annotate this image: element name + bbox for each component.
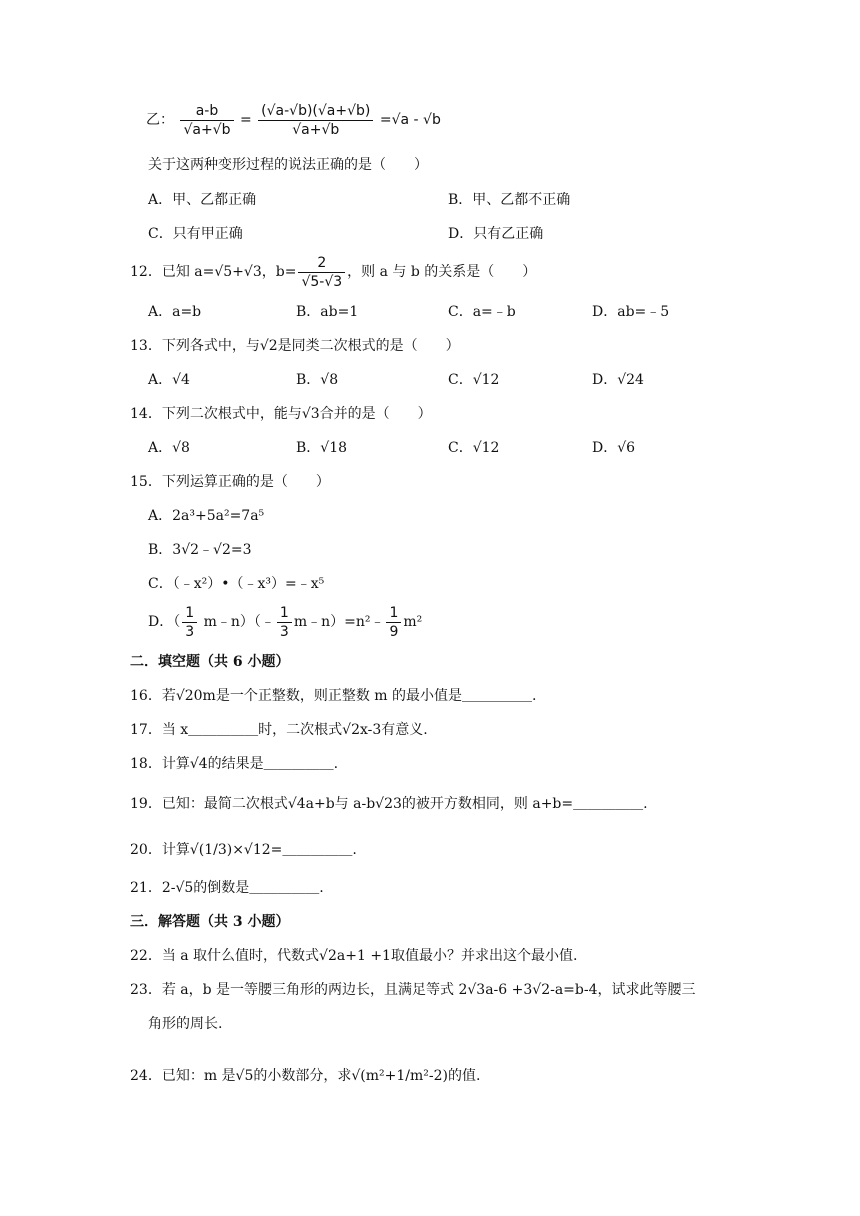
q12-option-d: D．ab=﹣5 bbox=[592, 304, 670, 320]
q14-stem: 14．下列二次根式中，能与√3合并的是（ ） bbox=[130, 406, 432, 422]
q15-option-c: C．（﹣x²）•（﹣x³）=﹣x⁵ bbox=[148, 576, 325, 592]
q12-b-fraction: $\frac{2}{√5-√3}$ bbox=[298, 254, 345, 291]
q15-option-b: B．3√2﹣√2=3 bbox=[148, 542, 252, 558]
q17: 17．当 x＿＿＿＿＿时，二次根式√2x-3有意义. bbox=[130, 722, 428, 738]
section-answer-heading: 三．解答题（共 3 小题） bbox=[130, 914, 290, 930]
q19: 19．已知：最简二次根式√4a+b与 a-b√23的被开方数相同，则 a+b=＿＿＿＿＿. bbox=[130, 796, 648, 812]
q18: 18．计算√4的结果是＿＿＿＿＿. bbox=[130, 756, 339, 772]
q11-yi-fraction-2: $\frac{(√a-√b)(√a+√b)}{√a+√b}$ bbox=[258, 102, 373, 139]
q13-option-c: C．√12 bbox=[448, 372, 500, 388]
q12-option-a: A．a=b bbox=[148, 304, 202, 320]
q15-d-fraction-1: $\frac{1}{3}$ bbox=[182, 604, 197, 641]
q12-option-c: C．a=﹣b bbox=[448, 304, 516, 320]
q11-option-c: C．只有甲正确 bbox=[148, 226, 243, 242]
q15-d-fraction-3: $\frac{1}{9}$ bbox=[386, 604, 401, 641]
q13-option-a: A．√4 bbox=[148, 372, 190, 388]
q15-stem: 15．下列运算正确的是（ ） bbox=[130, 474, 330, 490]
q15-d-fraction-2: $\frac{1}{3}$ bbox=[277, 604, 292, 641]
q13-stem: 13．下列各式中，与√2是同类二次根式的是（ ） bbox=[130, 338, 460, 354]
q20: 20．计算√(1/3)×√12=＿＿＿＿＿. bbox=[130, 842, 357, 858]
q13-option-b: B．√8 bbox=[296, 372, 339, 388]
q21: 21．2-√5的倒数是＿＿＿＿＿. bbox=[130, 880, 324, 896]
q12-option-b: B．ab=1 bbox=[296, 304, 359, 320]
q24: 24．已知：m 是√5的小数部分，求√(m²+1/m²-2)的值. bbox=[130, 1068, 481, 1084]
q13-option-d: D．√24 bbox=[592, 372, 644, 388]
q14-option-c: C．√12 bbox=[448, 440, 500, 456]
q11-yi-label: 乙： bbox=[146, 112, 174, 128]
q11-option-a: A．甲、乙都正确 bbox=[148, 192, 257, 208]
q11-yi-fraction-1: $\frac{a-b}{√a+√b}$ bbox=[180, 102, 233, 139]
q15-option-a: A．2a³+5a²=7a⁵ bbox=[148, 508, 265, 524]
q23-line-2: 角形的周长. bbox=[148, 1016, 223, 1032]
q12-stem: 12．已知 a=√5+√3，b= $\frac{2}{√5-√3}$ ，则 a 与 b 的关系是（ ） bbox=[130, 254, 537, 290]
q11-yi-derivation: 乙： $\frac{a-b}{√a+√b}$ = $\frac{(√a-√b)(√a+√b)}{√a+√b}$ =√a - √b bbox=[146, 102, 441, 138]
q11-option-d: D．只有乙正确 bbox=[448, 226, 544, 242]
q14-option-a: A．√8 bbox=[148, 440, 190, 456]
q14-option-b: B．√18 bbox=[296, 440, 348, 456]
q14-option-d: D．√6 bbox=[592, 440, 636, 456]
q11-option-b: B．甲、乙都不正确 bbox=[448, 192, 571, 208]
section-fill-in-heading: 二．填空题（共 6 小题） bbox=[130, 654, 290, 670]
q22: 22．当 a 取什么值时，代数式√2a+1 +1取值最小？并求出这个最小值. bbox=[130, 948, 578, 964]
q11-stem: 关于这两种变形过程的说法正确的是（ ） bbox=[148, 157, 428, 173]
q11-yi-result: =√a - √b bbox=[379, 112, 441, 128]
q23-line-1: 23．若 a，b 是一等腰三角形的两边长，且满足等式 2√3a-6 +3√2-a=b-4，试求此等腰三 bbox=[130, 982, 696, 998]
q15-option-d: D．（ $\frac{1}{3}$ m﹣n）（﹣ $\frac{1}{3}$ m﹣n）=n²﹣ $\frac{1}{9}$ m² bbox=[148, 604, 423, 640]
q16: 16．若√20m是一个正整数，则正整数 m 的最小值是＿＿＿＿＿. bbox=[130, 688, 537, 704]
